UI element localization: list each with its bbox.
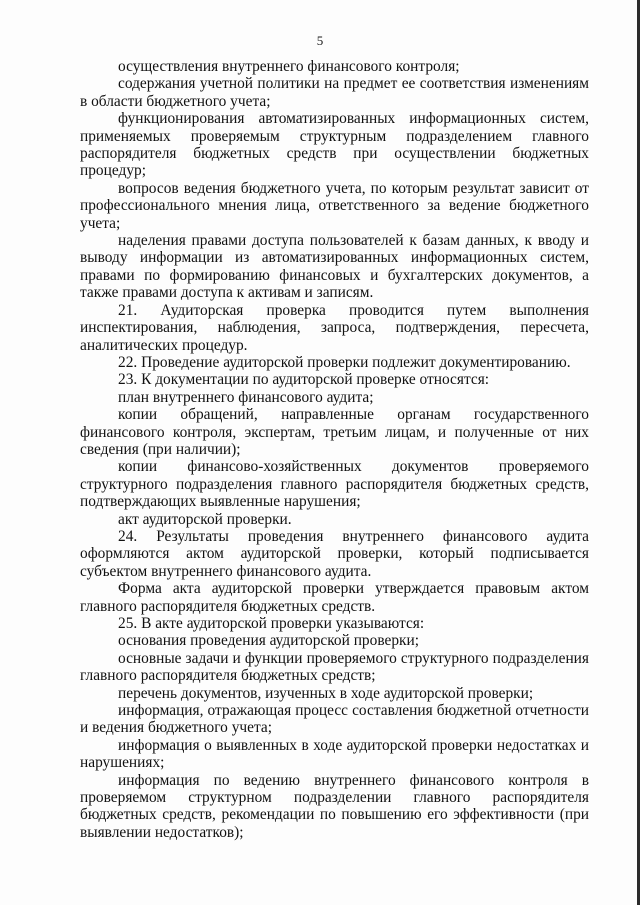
paragraph: 22. Проведение аудиторской проверки подлежит документированию.	[118, 353, 571, 371]
paragraph: план внутреннего финансового аудита;	[118, 388, 374, 406]
paragraph: функционирования автоматизированных информационных систем, применяемых проверяемым структурным подразделением главного распорядителя бюджетных средств при осуществлении бюджетных процедур;	[80, 110, 589, 180]
paragraph: вопросов ведения бюджетного учета, по которым результат зависит от профессионального мнения лица, ответственного за ведение бюджетного учета;	[80, 179, 589, 232]
document-body	[80, 58, 589, 841]
paragraph: информация по ведению внутреннего финансового контроля в проверяемом структурном подразделении главного распорядителя бюджетных средств, рекомендации по повышению его эффективности (при выявлении недостатков);	[80, 771, 589, 841]
paragraph: Форма акта аудиторской проверки утверждается правовым актом главного распорядителя бюджетных средств.	[80, 580, 589, 615]
paragraph: 25. В акте аудиторской проверки указываются:	[118, 615, 425, 632]
paragraph: акт аудиторской проверки.	[118, 510, 292, 528]
paragraph: содержания учетной политики на предмет ее соответствия изменениям в области бюджетного учета;	[80, 75, 589, 110]
paragraph: информация, отражающая процесс составления бюджетной отчетности и ведения бюджетного учета;	[80, 702, 589, 737]
paragraph: 21. Аудиторская проверка проводится путем выполнения инспектирования, наблюдения, запроса, подтверждения, пересчета, аналитических процедур.	[80, 301, 589, 354]
paragraph: перечень документов, изученных в ходе аудиторской проверки;	[118, 684, 534, 702]
paragraph: основания проведения аудиторской проверки;	[118, 632, 420, 650]
paragraph: копии финансово-хозяйственных документов проверяемого структурного подразделения главного распорядителя бюджетных средств, подтверждающих выявленные нарушения;	[80, 458, 589, 511]
paragraph: копии обращений, направленные органам государственного финансового контроля, экспертам, третьим лицам, и полученные от них сведения (при наличии);	[80, 406, 589, 458]
paragraph: 24. Результаты проведения внутреннего финансового аудита оформляются актом аудиторской проверки, который подписывается субъектом внутреннего финансового аудита.	[80, 527, 589, 580]
paragraph: осуществления внутреннего финансового контроля;	[118, 58, 460, 75]
paragraph: информация о выявленных в ходе аудиторской проверки недостатках и нарушениях;	[80, 736, 589, 772]
paragraph: наделения правами доступа пользователей к базам данных, к вводу и выводу информации из автоматизированных информационных систем, правами по формированию финансовых и бухгалтерских документов, а также правами доступа к активам и записям.	[80, 232, 589, 302]
page-number: 5	[316, 33, 324, 48]
paragraph: 23. К документации по аудиторской проверке относятся:	[118, 371, 490, 389]
paragraph: основные задачи и функции проверяемого структурного подразделения главного распорядителя бюджетных средств;	[80, 649, 589, 685]
